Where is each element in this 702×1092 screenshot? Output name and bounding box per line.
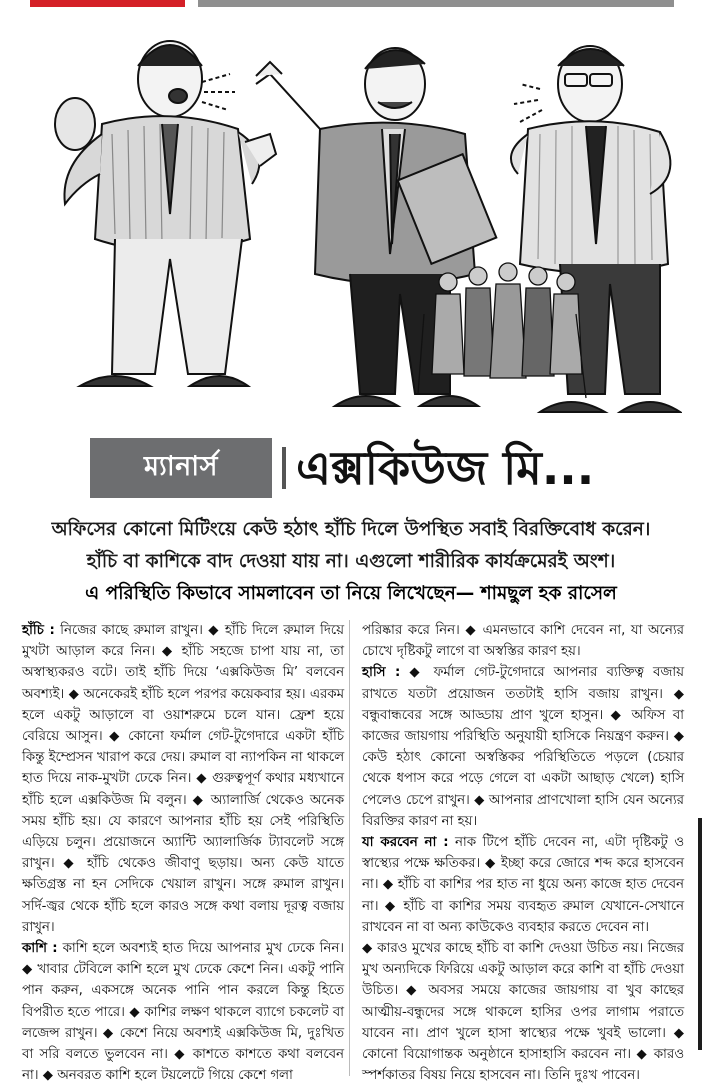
- laugh-heading: হাসি :: [362, 665, 401, 681]
- sneeze-heading: হাঁচি :: [22, 623, 55, 638]
- sneeze-text: নিজের কাছে রুমাল রাখুন। ◆ হাঁচি দিলে রুমাল দিয়ে মুখটা আড়াল করে নিন। ◆ হাঁচি সহজে চাপা যায় না, তা অস্বাস্থ্যকরও বটে। তাই হাঁচি দিয়ে ‘এক্সকিউজ মি’ বলবেন অবশ্যই। ◆ অনেকেরই হাঁচি হলে পরপর কয়েকবার হয়। এরকম হলে একটু আড়ালে বা ওয়াশরুমে চলে যান। ফ্রেশ হয়ে বেরিয়ে আসুন। ◆ কোনো ফর্মাল গেট-টুগেদারে একটা হাঁচি কিন্তু ইম্প্রেসন খারাপ করে দেয়। রুমাল বা ন্যাপকিন না থাকলে হাত দিয়ে নাক-মুখটা ঢেকে নিন। ◆ গুরুত্বপূর্ণ কথার মধ্যখানে হাঁচি হলে এক্সকিউজ মি বলুন। ◆ অ্যালার্জি থেকেও অনেক সময় হাঁচি হয়। যে কারণে আপনার হাঁচি হয় সেই পরিস্থিতি এড়িয়ে চলুন। প্রয়োজনে অ্যান্টি অ্যালার্জিক ট্যাবলেট সঙ্গে রাখুন। ◆ হাঁচি থেকেও জীবাণু ছড়ায়। অন্য কেউ যাতে ক্ষতিগ্রস্ত না হন সেদিকে খেয়াল রাখুন। সঙ্গে রুমাল রাখুন। সর্দি-জ্বর থেকে হাঁচি হলে কারও সঙ্গে কথা বলায় দূরত্ব বজায় রাখুন।: [22, 623, 344, 935]
- page-edge-mark: [698, 818, 702, 1050]
- headline: এক্সকিউজ মি...: [296, 441, 595, 495]
- cough-paragraph: [22, 938, 344, 1086]
- author-name: শামছুল হক রাসেল: [480, 583, 617, 604]
- laugh-paragraph: [362, 662, 684, 832]
- cough-text: কাশি হলে অবশ্যই হাত দিয়ে আপনার মুখ ঢেকে নিন। ◆ খাবার টেবিলে কাশি হলে মুখ ঢেকে কেশে নিন। একটু পানি পান করুন, একসঙ্গে অনেক পানি পান করলে কিন্তু হিতে বিপরীত হতে পারে। ◆ কাশির লক্ষণ থাকলে ব্যাগে চকলেট বা লজেন্স রাখুন। ◆ কেশে নিয়ে অবশ্যই এক্সকিউজ মি, দুঃখিত বা সরি বলতে ভুলবেন না। ◆ কাশতে কাশতে কথা বলবেন না। ◆ অনবরত কাশি হলে টয়লেটে গিয়ে কেশে গলা: [22, 941, 345, 1084]
- dont-heading: যা করবেন না :: [362, 835, 449, 851]
- intro-line-1: অফিসের কোনো মিটিংয়ে কেউ হঠাৎ হাঁচি দিলে উপস্থিত সবাই বিরক্তিবোধ করেন।: [51, 519, 651, 540]
- intro-block: [18, 514, 684, 610]
- byline-prefix: এ পরিস্থিতি কিভাবে সামলাবেন তা নিয়ে লিখেছেন—: [85, 583, 475, 604]
- intro-line-3: [18, 578, 684, 610]
- dont-paragraph: [362, 832, 684, 938]
- section-tag: ম্যানার্স: [90, 438, 272, 498]
- dont-text: নাক টিপে হাঁচি দেবেন না, এটা দৃষ্টিকটু ও স্বাস্থ্যের পক্ষে ক্ষতিকর। ◆ ইচ্ছা করে জোরে শব্দ করে হাসবেন না। ◆ হাঁচি বা কাশির পর হাত না ধুয়ে অন্য কাজে হাত দেবেন না। ◆ হাঁচি বা কাশির সময় ব্যবহৃত রুমাল যেখানে-সেখানে রাখবেন না বা অন্য কাউকেও ব্যবহার করতে দেবেন না।: [362, 835, 684, 935]
- header-divider: [282, 447, 286, 489]
- article-header: [90, 438, 594, 498]
- sneeze-paragraph: [22, 620, 344, 938]
- top-accent-bar: [30, 0, 185, 7]
- dont-paragraph-2: ◆ কারও মুখের কাছে হাঁচি বা কাশি দেওয়া উচিত নয়। নিজের মুখ অন্যদিকে ফিরিয়ে একটু আড়াল করে কাশি বা হাঁচি দেওয়া উচিত। ◆ অবসর সময়ে কাজের জায়গায় বা খুব কাছের আত্মীয়-বন্ধুদের সঙ্গে থাকলে হাসির ওপর লাগাম পরাতে যাবেন না। প্রাণ খুলে হাসা স্বাস্থ্যের পক্ষে খুবই ভালো। ◆ কোনো বিয়োগান্তক অনুষ্ঠানে হাসাহাসি করবেন না। ◆ কারও স্পর্শকাতর বিষয় নিয়ে হাসবেন না। তিনি দুঃখ পাবেন।: [362, 941, 684, 1084]
- cartoon-illustration: [20, 14, 682, 419]
- intro-line-2: হাঁচি বা কাশিকে বাদ দেওয়া যায় না। এগুলো শারীরিক কার্যক্রমেরই অংশ।: [86, 551, 616, 572]
- top-gray-bar: [198, 0, 674, 7]
- cough-continued: পরিষ্কার করে নিন। ◆ এমনভাবে কাশি দেবেন না, যা অন্যের চোখে দৃষ্টিকটু লাগে বা অস্বস্তির কারণ হয়।: [362, 623, 684, 660]
- column-left: [22, 620, 344, 1086]
- cartoon-drawing: [20, 14, 682, 419]
- laugh-text: ◆ ফর্মাল গেট-টুগেদারে আপনার ব্যক্তিত্ব বজায় রাখতে যতটা প্রয়োজন ততটাই হাসি বজায় রাখুন। ◆ বন্ধুবান্ধবের সঙ্গে আড্ডায় প্রাণ খুলে হাসুন। ◆ অফিস বা কাজের জায়গায় পরিস্থিতি অনুযায়ী হাসিকে নিয়ন্ত্রণ করুন। ◆ কেউ হঠাৎ কোনো অস্বস্তিকর পরিস্থিতিতে পড়লে (চেয়ার থেকে ধপাস করে পড়ে গেলে বা একটা আছাড় খেলে) হাসি পেলেও চেপে রাখুন। ◆ আপনার প্রাণখোলা হাসি যেন অন্যের বিরক্তির কারণ না হয়।: [362, 665, 684, 829]
- column-divider: [349, 620, 350, 1076]
- column-right: [362, 620, 684, 1086]
- cough-heading: কাশি :: [22, 941, 58, 957]
